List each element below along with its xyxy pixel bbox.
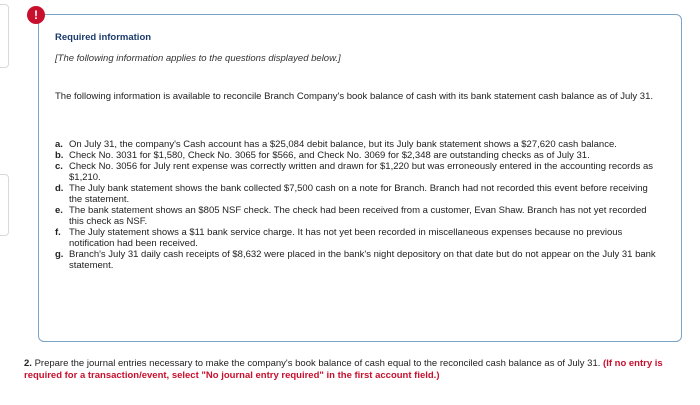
item-letter: b. [55,150,64,161]
required-information-panel [38,14,682,342]
left-panel-tab-middle[interactable] [0,174,9,236]
alert-icon: ! [27,6,45,24]
required-information-title: Required information [55,32,152,43]
list-item [55,183,663,205]
required-information-subtitle: [The following information applies to the questions displayed below.] [55,53,341,64]
item-letter: g. [55,249,64,260]
list-item [55,139,663,150]
item-text: Branch's July 31 daily cash receipts of $8,632 were placed in the bank's night depository on that date but do not appear on the July 31 bank statement. [69,249,656,271]
item-letter: d. [55,183,64,194]
item-text: Check No. 3031 for $1,580, Check No. 3065 for $566, and Check No. 3069 for $2,348 are outstanding checks as of July 31. [69,150,590,161]
item-text: The July statement shows a $11 bank service charge. It has not yet been recorded in miscellaneous expenses because no previous notification had been received. [69,227,623,249]
list-item [55,161,663,183]
item-letter: e. [55,205,63,216]
list-item [55,205,663,227]
intro-paragraph: The following information is available to reconcile Branch Company's book balance of cash with its bank statement cash balance as of July 31. [55,91,653,102]
item-text: The bank statement shows an $805 NSF check. The check had been received from a customer, Evan Shaw. Branch has not yet recorded this check as NSF. [69,205,647,227]
item-letter: a. [55,139,63,150]
question-prompt [24,358,684,381]
question-text: Prepare the journal entries necessary to make the company's book balance of cash equal to the reconciled cash balance as of July 31. [31,358,604,369]
transaction-list [55,139,663,271]
item-letter: c. [55,161,63,172]
left-panel-tab-top[interactable] [0,4,9,68]
list-item [55,150,663,161]
item-text: Check No. 3056 for July rent expense was correctly written and drawn for $1,220 but was erroneously entered in the accounting records as $1,210. [69,161,654,183]
question-instruction-note: (If no entry is required for a transaction/event, select "No journal entry required" in the first account field.) [24,358,663,381]
item-letter: f. [55,227,61,238]
item-text: The July bank statement shows the bank collected $7,500 cash on a note for Branch. Branch had not recorded this event before receiving the statement. [69,183,648,205]
question-number: 2. [24,358,32,369]
list-item [55,249,663,271]
item-text: On July 31, the company's Cash account has a $25,084 debit balance, but its July bank statement shows a $27,620 cash balance. [69,139,617,150]
list-item [55,227,663,249]
